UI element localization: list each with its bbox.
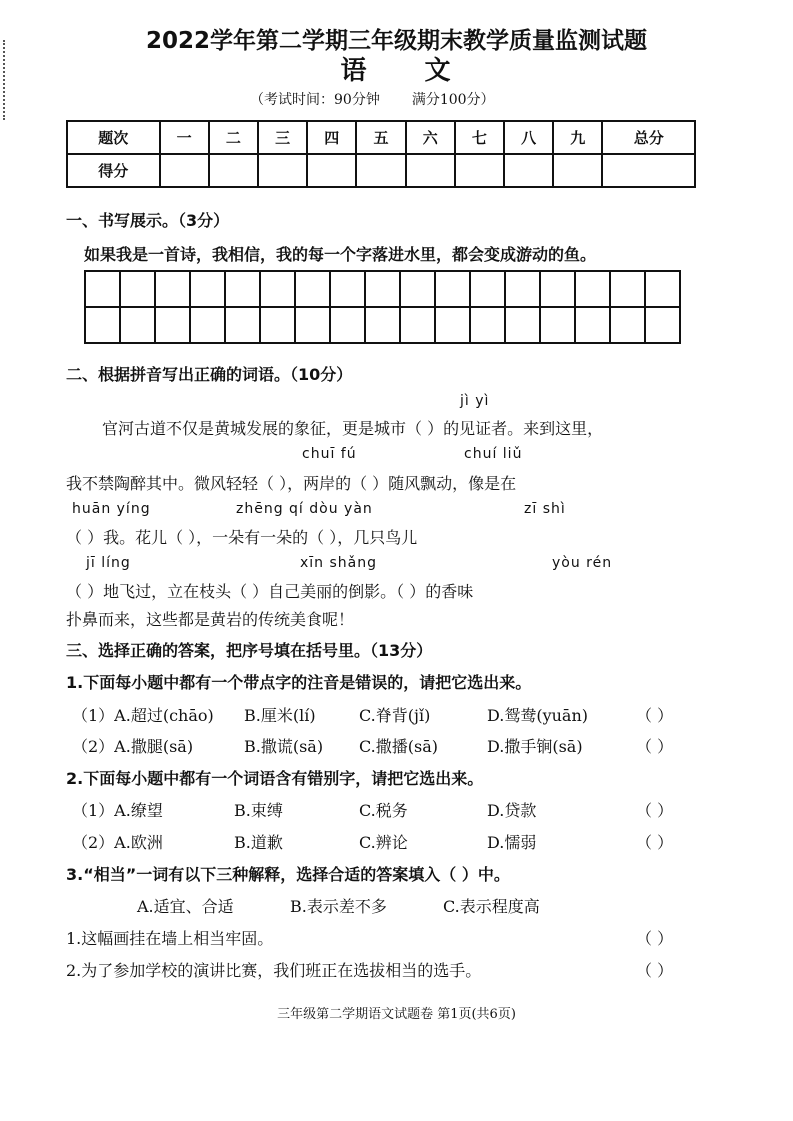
writing-cell[interactable] [365,307,400,343]
passage-line-4: （ ）地飞过，立在枝头（ ）自己美丽的倒影。（ ）的香味 [66,582,474,601]
writing-cell[interactable] [190,307,225,343]
section1-sentence: 如果我是一首诗，我相信，我的每一个字落进水里，都会变成游动的鱼。 [84,245,597,264]
q3-option-a: A.适宜、合适 [137,897,234,916]
writing-cell[interactable] [330,271,365,307]
score-header-cell: 二 [209,121,258,154]
score-header-cell: 总分 [602,121,695,154]
score-table-score-row [67,154,695,187]
section3-title: 三、选择正确的答案，把序号填在括号里。（13分） [66,641,433,660]
q1-row2-b: B.撒谎(sā) [244,737,324,756]
score-cell[interactable] [307,154,356,187]
subject-char-1: 语 [340,56,369,86]
q2-row1-d: D.贷款 [487,801,537,820]
pinyin-jiyi: jì yì [460,393,490,409]
q2-stem: 2.下面每小题中都有一个词语含有错别字，请把它选出来。 [66,769,484,788]
score-header-cell: 三 [258,121,307,154]
pinyin-jiling: jī líng [86,555,131,571]
subject-char-2: 文 [424,56,453,86]
pinyin-chuifu: chuī fú [302,446,357,462]
q3-item-1: 1.这幅画挂在墙上相当牢固。 [66,929,274,948]
pinyin-youren: yòu rén [552,555,613,571]
score-row-label: 得分 [67,154,160,187]
writing-cell[interactable] [505,271,540,307]
section2-title: 二、根据拼音写出正确的词语。（10分） [66,365,353,384]
writing-cell[interactable] [225,271,260,307]
q2-row1-c: C.税务 [359,801,408,820]
score-cell[interactable] [553,154,602,187]
writing-cell[interactable] [190,271,225,307]
q1-row1-a: （1）A.超过(chāo) [72,706,214,725]
q1-row2-answer[interactable]: （ ） [636,737,674,756]
writing-cell[interactable] [645,307,680,343]
pinyin-xinshang: xīn shǎng [300,555,378,571]
score-header-cell: 八 [504,121,553,154]
section1-title: 一、书写展示。（3分） [66,211,230,230]
q2-row2-c: C.辨论 [359,833,408,852]
writing-cell[interactable] [610,307,645,343]
q1-row1-c: C.脊背(jǐ) [359,706,431,725]
passage-line-3: （ ）我。花儿（ ），一朵有一朵的（ ），几只鸟儿 [66,528,418,547]
score-cell[interactable] [504,154,553,187]
score-cell[interactable] [160,154,209,187]
q1-stem: 1.下面每小题中都有一个带点字的注音是错误的，请把它选出来。 [66,673,532,692]
pinyin-chuiliu: chuí liǔ [464,446,523,462]
q2-row2-b: B.道歉 [234,833,283,852]
q1-row2-c: C.撒播(sā) [359,737,438,756]
q2-row1-answer[interactable]: （ ） [636,801,674,820]
writing-cell[interactable] [330,307,365,343]
writing-cell[interactable] [365,271,400,307]
q1-row2-d: D.撒手锏(sā) [487,737,583,756]
subject-title [0,50,793,87]
page-footer: 三年级第二学期语文试题卷 第1页(共6页) [277,1007,516,1022]
score-table [66,120,696,188]
passage-line-1: 官河古道不仅是黄城发展的象征，更是城市（ ）的见证者。来到这里， [102,419,604,438]
score-header-cell: 一 [160,121,209,154]
writing-cell[interactable] [295,307,330,343]
writing-cell[interactable] [610,271,645,307]
writing-cell[interactable] [470,271,505,307]
writing-cell[interactable] [645,271,680,307]
writing-cell[interactable] [260,307,295,343]
writing-cell[interactable] [155,271,190,307]
writing-cell[interactable] [120,307,155,343]
writing-cell[interactable] [470,307,505,343]
writing-cell[interactable] [85,271,120,307]
score-cell[interactable] [406,154,455,187]
writing-cell[interactable] [260,271,295,307]
writing-grid-row [85,271,680,307]
score-cell[interactable] [209,154,258,187]
score-cell[interactable] [455,154,504,187]
passage-line-2: 我不禁陶醉其中。微风轻轻（ ），两岸的（ ）随风飘动，像是在 [66,474,517,493]
score-cell[interactable] [258,154,307,187]
score-header-cell: 九 [553,121,602,154]
q2-row2-answer[interactable]: （ ） [636,833,674,852]
writing-cell[interactable] [400,307,435,343]
exam-time: （考试时间：90分钟 [250,92,380,108]
pinyin-zishi: zī shì [524,501,566,517]
score-header-cell: 题次 [67,121,160,154]
q1-row2-a: （2）A.撒腿(sā) [72,737,194,756]
writing-grid[interactable] [84,270,681,344]
writing-cell[interactable] [575,271,610,307]
full-score: 满分100分） [411,92,495,108]
writing-cell[interactable] [540,271,575,307]
score-header-cell: 七 [455,121,504,154]
q3-item-2-answer[interactable]: （ ） [636,961,674,980]
exam-info [250,89,527,109]
writing-cell[interactable] [85,307,120,343]
writing-cell[interactable] [575,307,610,343]
q2-row2-a: （2）A.欧洲 [72,833,163,852]
writing-cell[interactable] [435,307,470,343]
writing-cell[interactable] [400,271,435,307]
score-table-header-row [67,121,695,154]
q3-option-b: B.表示差不多 [290,897,387,916]
writing-cell[interactable] [540,307,575,343]
score-cell[interactable] [356,154,405,187]
q2-row1-a: （1）A.缭望 [72,801,163,820]
score-header-cell: 五 [356,121,405,154]
q1-row1-d: D.鸳鸯(yuān) [487,706,589,725]
pinyin-zhengqidouyan: zhēng qí dòu yàn [236,501,373,517]
pinyin-huanying: huān yíng [72,501,151,517]
exam-title: 2022学年第二学期三年级期末教学质量监测试题 [145,28,647,54]
writing-cell[interactable] [155,307,190,343]
q3-stem: 3.“相当”一词有以下三种解释，选择合适的答案填入（ ）中。 [66,865,510,884]
score-header-cell: 四 [307,121,356,154]
score-header-cell: 六 [406,121,455,154]
writing-cell[interactable] [225,307,260,343]
writing-cell[interactable] [435,271,470,307]
score-cell[interactable] [602,154,695,187]
writing-cell[interactable] [295,271,330,307]
q2-row1-b: B.束缚 [234,801,283,820]
writing-grid-row [85,307,680,343]
passage-line-5: 扑鼻而来，这些都是黄岩的传统美食呢！ [66,610,355,629]
q1-row1-answer[interactable]: （ ） [636,706,674,725]
q3-item-1-answer[interactable]: （ ） [636,929,674,948]
q3-option-c: C.表示程度高 [443,897,540,916]
q2-row2-d: D.懦弱 [487,833,537,852]
writing-cell[interactable] [120,271,155,307]
writing-cell[interactable] [505,307,540,343]
q1-row1-b: B.厘米(lí) [244,706,316,725]
q3-item-2: 2.为了参加学校的演讲比赛，我们班正在选拔相当的选手。 [66,961,482,980]
